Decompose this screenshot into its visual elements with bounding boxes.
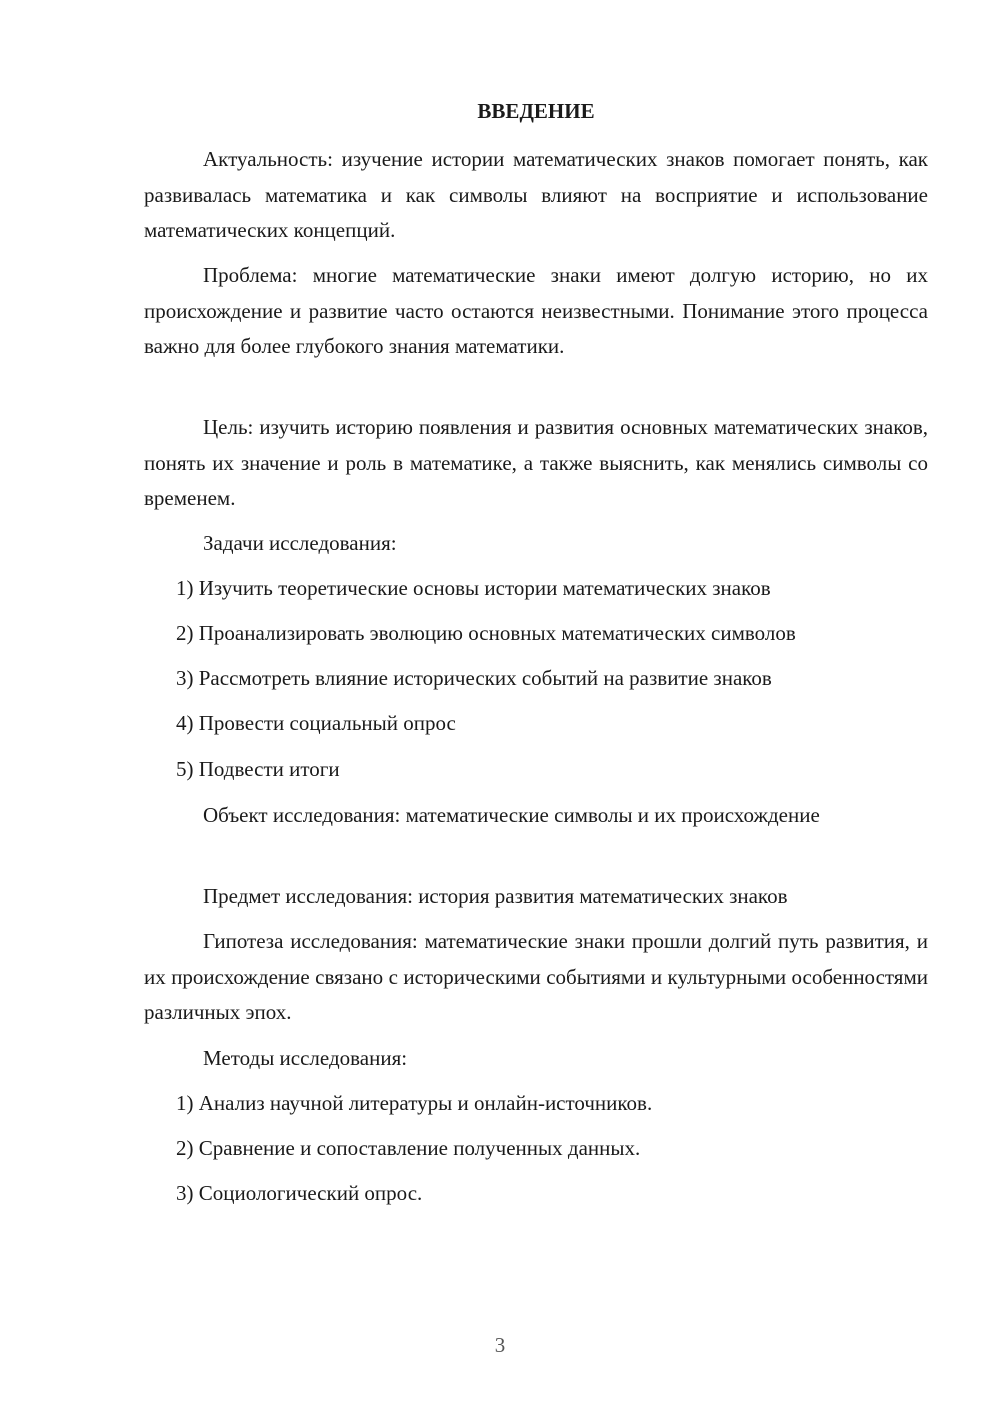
method-item-2: 2) Сравнение и сопоставление полученных данных.: [176, 1136, 641, 1160]
task-item-1: 1) Изучить теоретические основы истории математических знаков: [176, 576, 771, 600]
tasks-heading: Задачи исследования:: [203, 531, 397, 555]
task-item-4: 4) Провести социальный опрос: [176, 711, 456, 735]
task-item-2: 2) Проанализировать эволюцию основных математических символов: [176, 621, 796, 645]
task-item-3: 3) Рассмотреть влияние исторических событий на развитие знаков: [176, 666, 772, 690]
relevance-paragraph: Актуальность: изучение истории математических знаков помогает понять, как развивалась математика и как символы влияют на восприятие и использование математических концепций.: [144, 147, 928, 242]
method-item-3: 3) Социологический опрос.: [176, 1181, 423, 1205]
object-paragraph: Объект исследования: математические символы и их происхождение: [203, 803, 820, 827]
section-title: ВВЕДЕНИЕ: [477, 99, 595, 123]
goal-paragraph: Цель: изучить историю появления и развития основных математических знаков, понять их значение и роль в математике, а также выяснить, как менялись символы со временем.: [144, 415, 928, 510]
methods-heading: Методы исследования:: [203, 1046, 408, 1070]
problem-paragraph: Проблема: многие математические знаки имеют долгую историю, но их происхождение и развитие часто остаются неизвестными. Понимание этого процесса важно для более глубокого знания математики.: [144, 263, 928, 358]
method-item-1: 1) Анализ научной литературы и онлайн-источников.: [176, 1091, 653, 1115]
page-number: 3: [494, 1333, 506, 1357]
hypothesis-paragraph: Гипотеза исследования: математические знаки прошли долгий путь развития, и их происхождение связано с историческими событиями и культурными особенностями различных эпох.: [144, 929, 928, 1024]
task-item-5: 5) Подвести итоги: [176, 757, 340, 781]
subject-paragraph: Предмет исследования: история развития математических знаков: [203, 884, 788, 908]
